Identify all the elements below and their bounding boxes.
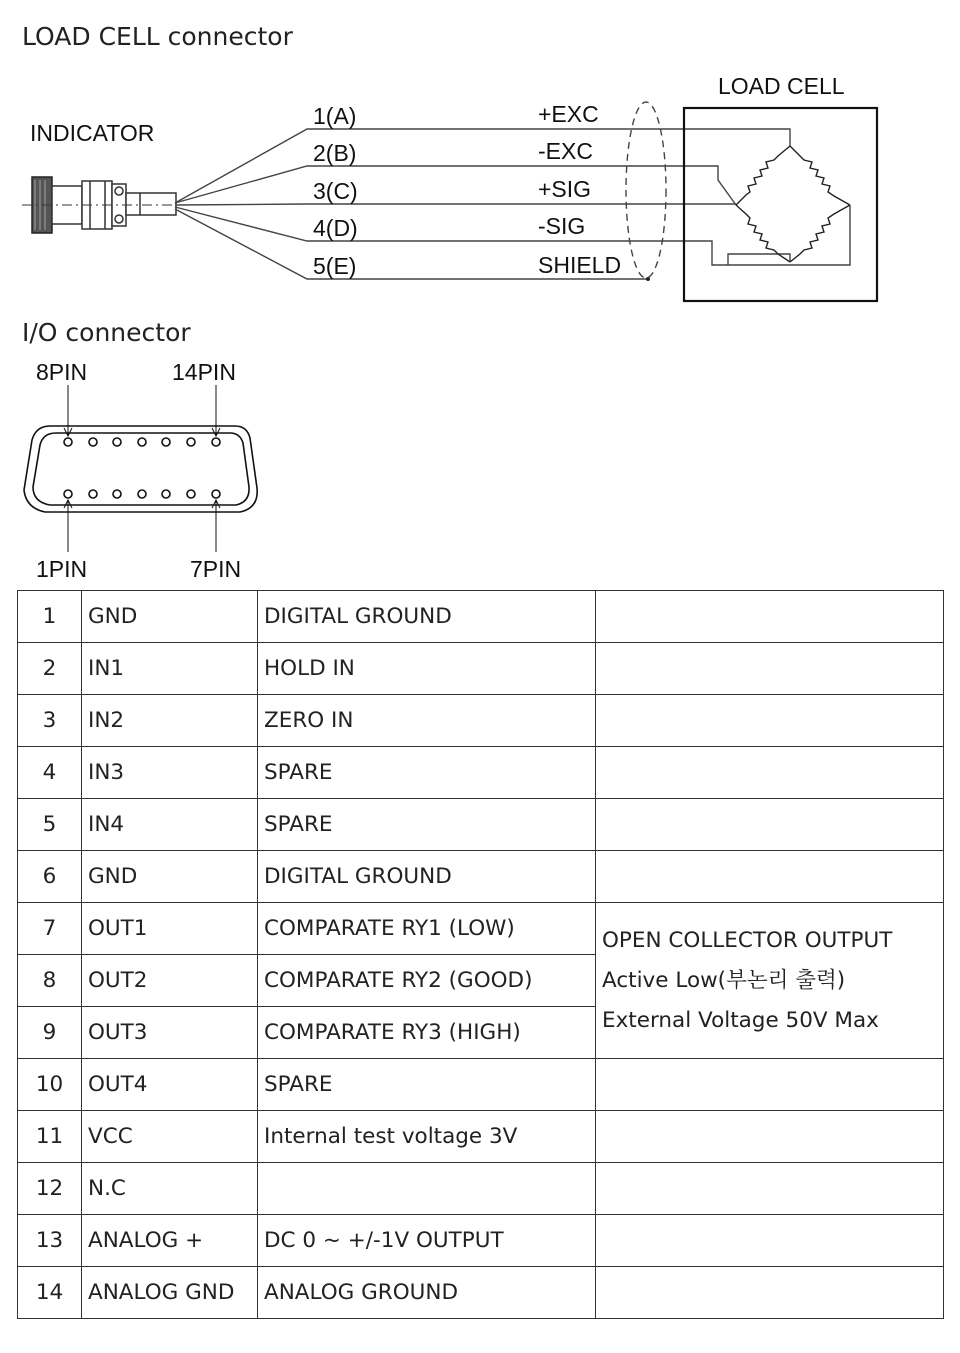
wire-pin-label: 1(A) — [313, 103, 357, 129]
io-pin-label-top-right: 14PIN — [172, 359, 236, 385]
table-row — [18, 1111, 944, 1163]
pin-description: DIGITAL GROUND — [258, 851, 596, 903]
pin-description: SPARE — [258, 799, 596, 851]
io-pin-label-bottom-right: 7PIN — [190, 556, 242, 582]
pin-name: OUT2 — [82, 955, 258, 1007]
pin-name: N.C — [82, 1163, 258, 1215]
pin-number: 6 — [18, 851, 82, 903]
io-pin-label-bottom-left: 1PIN — [36, 556, 88, 582]
table-row — [18, 851, 944, 903]
note-line: External Voltage 50V Max — [602, 1007, 879, 1033]
pin-number: 7 — [18, 903, 82, 955]
pin-description: COMPARATE RY1 (LOW) — [258, 903, 596, 955]
pin-note — [596, 851, 944, 903]
pin-number: 12 — [18, 1163, 82, 1215]
table-row — [18, 643, 944, 695]
load-cell-label: LOAD CELL — [718, 73, 845, 99]
pin-description: COMPARATE RY2 (GOOD) — [258, 955, 596, 1007]
bridge-resistor-icon — [736, 146, 850, 262]
table-row — [18, 1163, 944, 1215]
table-row — [18, 1215, 944, 1267]
pin-name: IN4 — [82, 799, 258, 851]
pin-name: GND — [82, 851, 258, 903]
pin-name: IN2 — [82, 695, 258, 747]
table-row — [18, 799, 944, 851]
pin-description: ANALOG GROUND — [258, 1267, 596, 1319]
pin-note — [596, 799, 944, 851]
pin-note — [596, 643, 944, 695]
wire-signal-label: -SIG — [538, 213, 586, 239]
table-row — [18, 1059, 944, 1111]
pin-description: COMPARATE RY3 (HIGH) — [258, 1007, 596, 1059]
pin-note — [596, 1111, 944, 1163]
pin-description: ZERO IN — [258, 695, 596, 747]
table-row — [18, 1267, 944, 1319]
pin-name: ANALOG + — [82, 1215, 258, 1267]
load-cell-section-title: LOAD CELL connector — [22, 22, 293, 51]
io-section-title: I/O connector — [22, 318, 191, 347]
pin-name: IN3 — [82, 747, 258, 799]
pin-name: OUT3 — [82, 1007, 258, 1059]
pin-name: ANALOG GND — [82, 1267, 258, 1319]
pin-description: Internal test voltage 3V — [258, 1111, 596, 1163]
pin-description: SPARE — [258, 747, 596, 799]
pin-number: 10 — [18, 1059, 82, 1111]
pin-description: SPARE — [258, 1059, 596, 1111]
wire-signal-label: SHIELD — [538, 252, 622, 278]
table-row — [18, 591, 944, 643]
wire-signal-label: +EXC — [538, 101, 599, 127]
wire-pin-label: 2(B) — [313, 140, 357, 166]
table-row — [18, 903, 944, 955]
pin-name: IN1 — [82, 643, 258, 695]
note-line: OPEN COLLECTOR OUTPUT — [602, 927, 893, 953]
pin-note — [596, 1163, 944, 1215]
pin-note — [596, 591, 944, 643]
wire-signal-label: -EXC — [538, 138, 593, 164]
wire-pin-label: 4(D) — [313, 215, 358, 241]
cable-wires — [175, 129, 850, 279]
pin-number: 4 — [18, 747, 82, 799]
table-row — [18, 747, 944, 799]
pin-description: HOLD IN — [258, 643, 596, 695]
pin-number: 13 — [18, 1215, 82, 1267]
pin-number: 11 — [18, 1111, 82, 1163]
io-pin-table — [17, 590, 944, 1319]
pin-number: 14 — [18, 1267, 82, 1319]
pin-note — [596, 1267, 944, 1319]
io-connector-icon — [24, 385, 257, 552]
indicator-label: INDICATOR — [30, 120, 155, 146]
wire-signal-label: +SIG — [538, 176, 592, 202]
note-line: Active Low(부논리 출력) — [602, 967, 846, 993]
pin-number: 8 — [18, 955, 82, 1007]
io-pin-label-top-left: 8PIN — [36, 359, 88, 385]
pin-name: GND — [82, 591, 258, 643]
pin-note — [596, 1215, 944, 1267]
open-collector-note — [596, 903, 944, 1059]
wiring-diagram — [0, 0, 960, 590]
pin-name: OUT1 — [82, 903, 258, 955]
pin-name: VCC — [82, 1111, 258, 1163]
pin-description: DIGITAL GROUND — [258, 591, 596, 643]
pin-name: OUT4 — [82, 1059, 258, 1111]
wire-pin-label: 3(C) — [313, 178, 358, 204]
pin-note — [596, 1059, 944, 1111]
pin-description: DC 0 ~ +/-1V OUTPUT — [258, 1215, 596, 1267]
pin-number: 9 — [18, 1007, 82, 1059]
pin-description — [258, 1163, 596, 1215]
pin-note — [596, 695, 944, 747]
pin-number: 3 — [18, 695, 82, 747]
pin-number: 5 — [18, 799, 82, 851]
pin-note — [596, 747, 944, 799]
connector-plug-icon — [22, 177, 176, 233]
pin-number: 1 — [18, 591, 82, 643]
wire-pin-label: 5(E) — [313, 253, 357, 279]
table-row — [18, 695, 944, 747]
pin-number: 2 — [18, 643, 82, 695]
